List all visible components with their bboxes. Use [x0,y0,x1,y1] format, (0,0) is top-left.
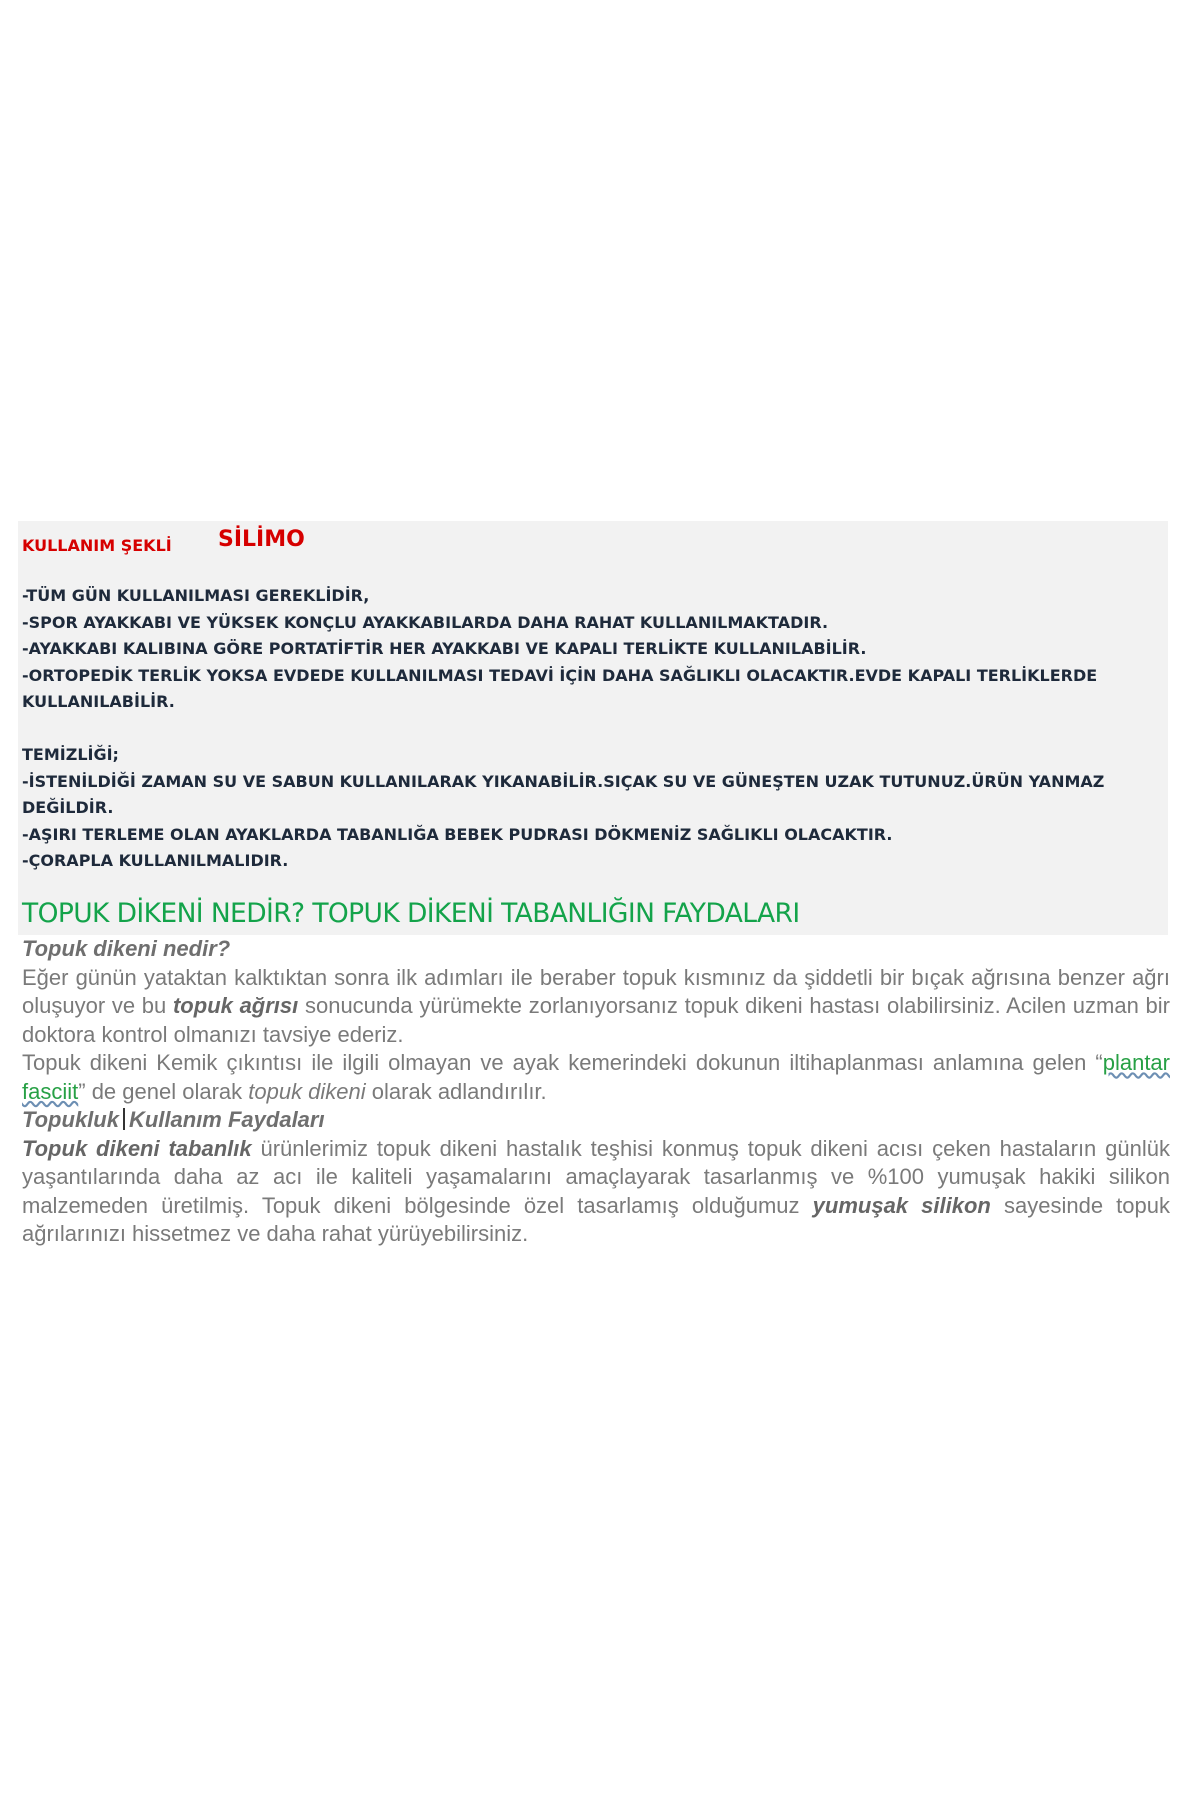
text-run: sonucunda yürümekte zorlanıyorsanız topuk dikeni hastası olabilirsiniz. Acilen uzman bir doktora kontrol olmanızı tavsiye ederiz. [22,993,1170,1047]
plantar-fasciit-link[interactable]: plantar fasciit [22,1050,1170,1104]
usage-title: KULLANIM ŞEKLİ [22,536,172,555]
usage-line: -TÜM GÜN KULLANILMASI GEREKLİDİR, [22,586,370,605]
care-title: TEMİZLİĞİ; [22,745,119,764]
care-line: -ÇORAPLA KULLANILMALIDIR. [22,851,289,870]
usage-line: -AYAKKABI KALIBINA GÖRE PORTATİFTİR HER AYAKKABI VE KAPALI TERLİKTE KULLANILABİLİR. [22,639,867,658]
emphasis-text: Topuk dikeni tabanlık [22,1135,252,1161]
care-line: -İSTENİLDİĞİ ZAMAN SU VE SABUN KULLANILARAK YIKANABİLİR.SIÇAK SU VE GÜNEŞTEN UZAK TUTUNUZ.ÜRÜN YANMAZ DEĞİLDİR. [22,771,1105,817]
usage-line: -SPOR AYAKKABI VE YÜKSEK KONÇLU AYAKKABILARDA DAHA RAHAT KULLANILMAKTADIR. [22,612,829,632]
brand-name: SİLİMO [218,527,305,552]
usage-line: -ORTOPEDİK TERLİK YOKSA EVDEDE KULLANILMASI TEDAVİ İÇİN DAHA SAĞLIKLI OLACAKTIR.EVDE KAPALI TERLİKLERDE KULLANILABİLİR. [22,665,1098,711]
emphasis-text: topuk ağrısı [172,993,299,1018]
paragraph-1 [22,964,1170,1050]
text-run: Eğer günün yataktan kalktıktan sonra ilk adımları ile beraber topuk kısmınız da şiddetli bir bıçak ağrısına benzer ağrı oluşuyor ve bu [22,964,1170,1018]
text-run: ürünlerimiz topuk dikeni hastalık teşhisi konmuş topuk dikeni acısı çeken hastaların günlük yaşantılarında daha az acı ile kaliteli yaşamalarını amaçlayarak tasarlanmış ve %100 yumuşak hakiki silikon malzemeden üretilmiş. Topuk dikeni bölgesinde özel tasarlamış olduğumuz [22,1135,1170,1218]
text-run: Topuk dikeni Kemik çıkıntısı ile ilgili olmayan ve ayak kemerindeki dokunun iltihaplanması anlamına gelen “ [22,1050,1103,1075]
care-line: -AŞIRI TERLEME OLAN AYAKLARDA TABANLIĞA BEBEK PUDRASI DÖKMENİZ SAĞLIKLI OLACAKTIR. [22,824,893,844]
text-run: Kullanım Faydaları [128,1107,325,1132]
article-heading: TOPUK DİKENİ NEDİR? TOPUK DİKENİ TABANLIĞIN FAYDALARI [22,898,800,929]
article-body [22,935,1170,1249]
benefits-title [22,1106,1170,1135]
text-run: ” de genel olarak [78,1078,249,1104]
italic-text: topuk dikeni [248,1078,366,1104]
emphasis-text: yumuşak silikon [812,1192,991,1218]
text-run: Topukluk [22,1107,119,1132]
text-cursor [123,1108,125,1130]
text-run: sayesinde topuk ağrılarınızı hissetmez ve daha rahat yürüyebilirsiniz. [22,1192,1170,1246]
paragraph-3 [22,1135,1170,1249]
paragraph-2 [22,1049,1170,1106]
text-run: olarak adlandırılır. [365,1078,547,1104]
question-title: Topuk dikeni nedir? [22,936,231,961]
usage-instructions [22,583,1157,875]
